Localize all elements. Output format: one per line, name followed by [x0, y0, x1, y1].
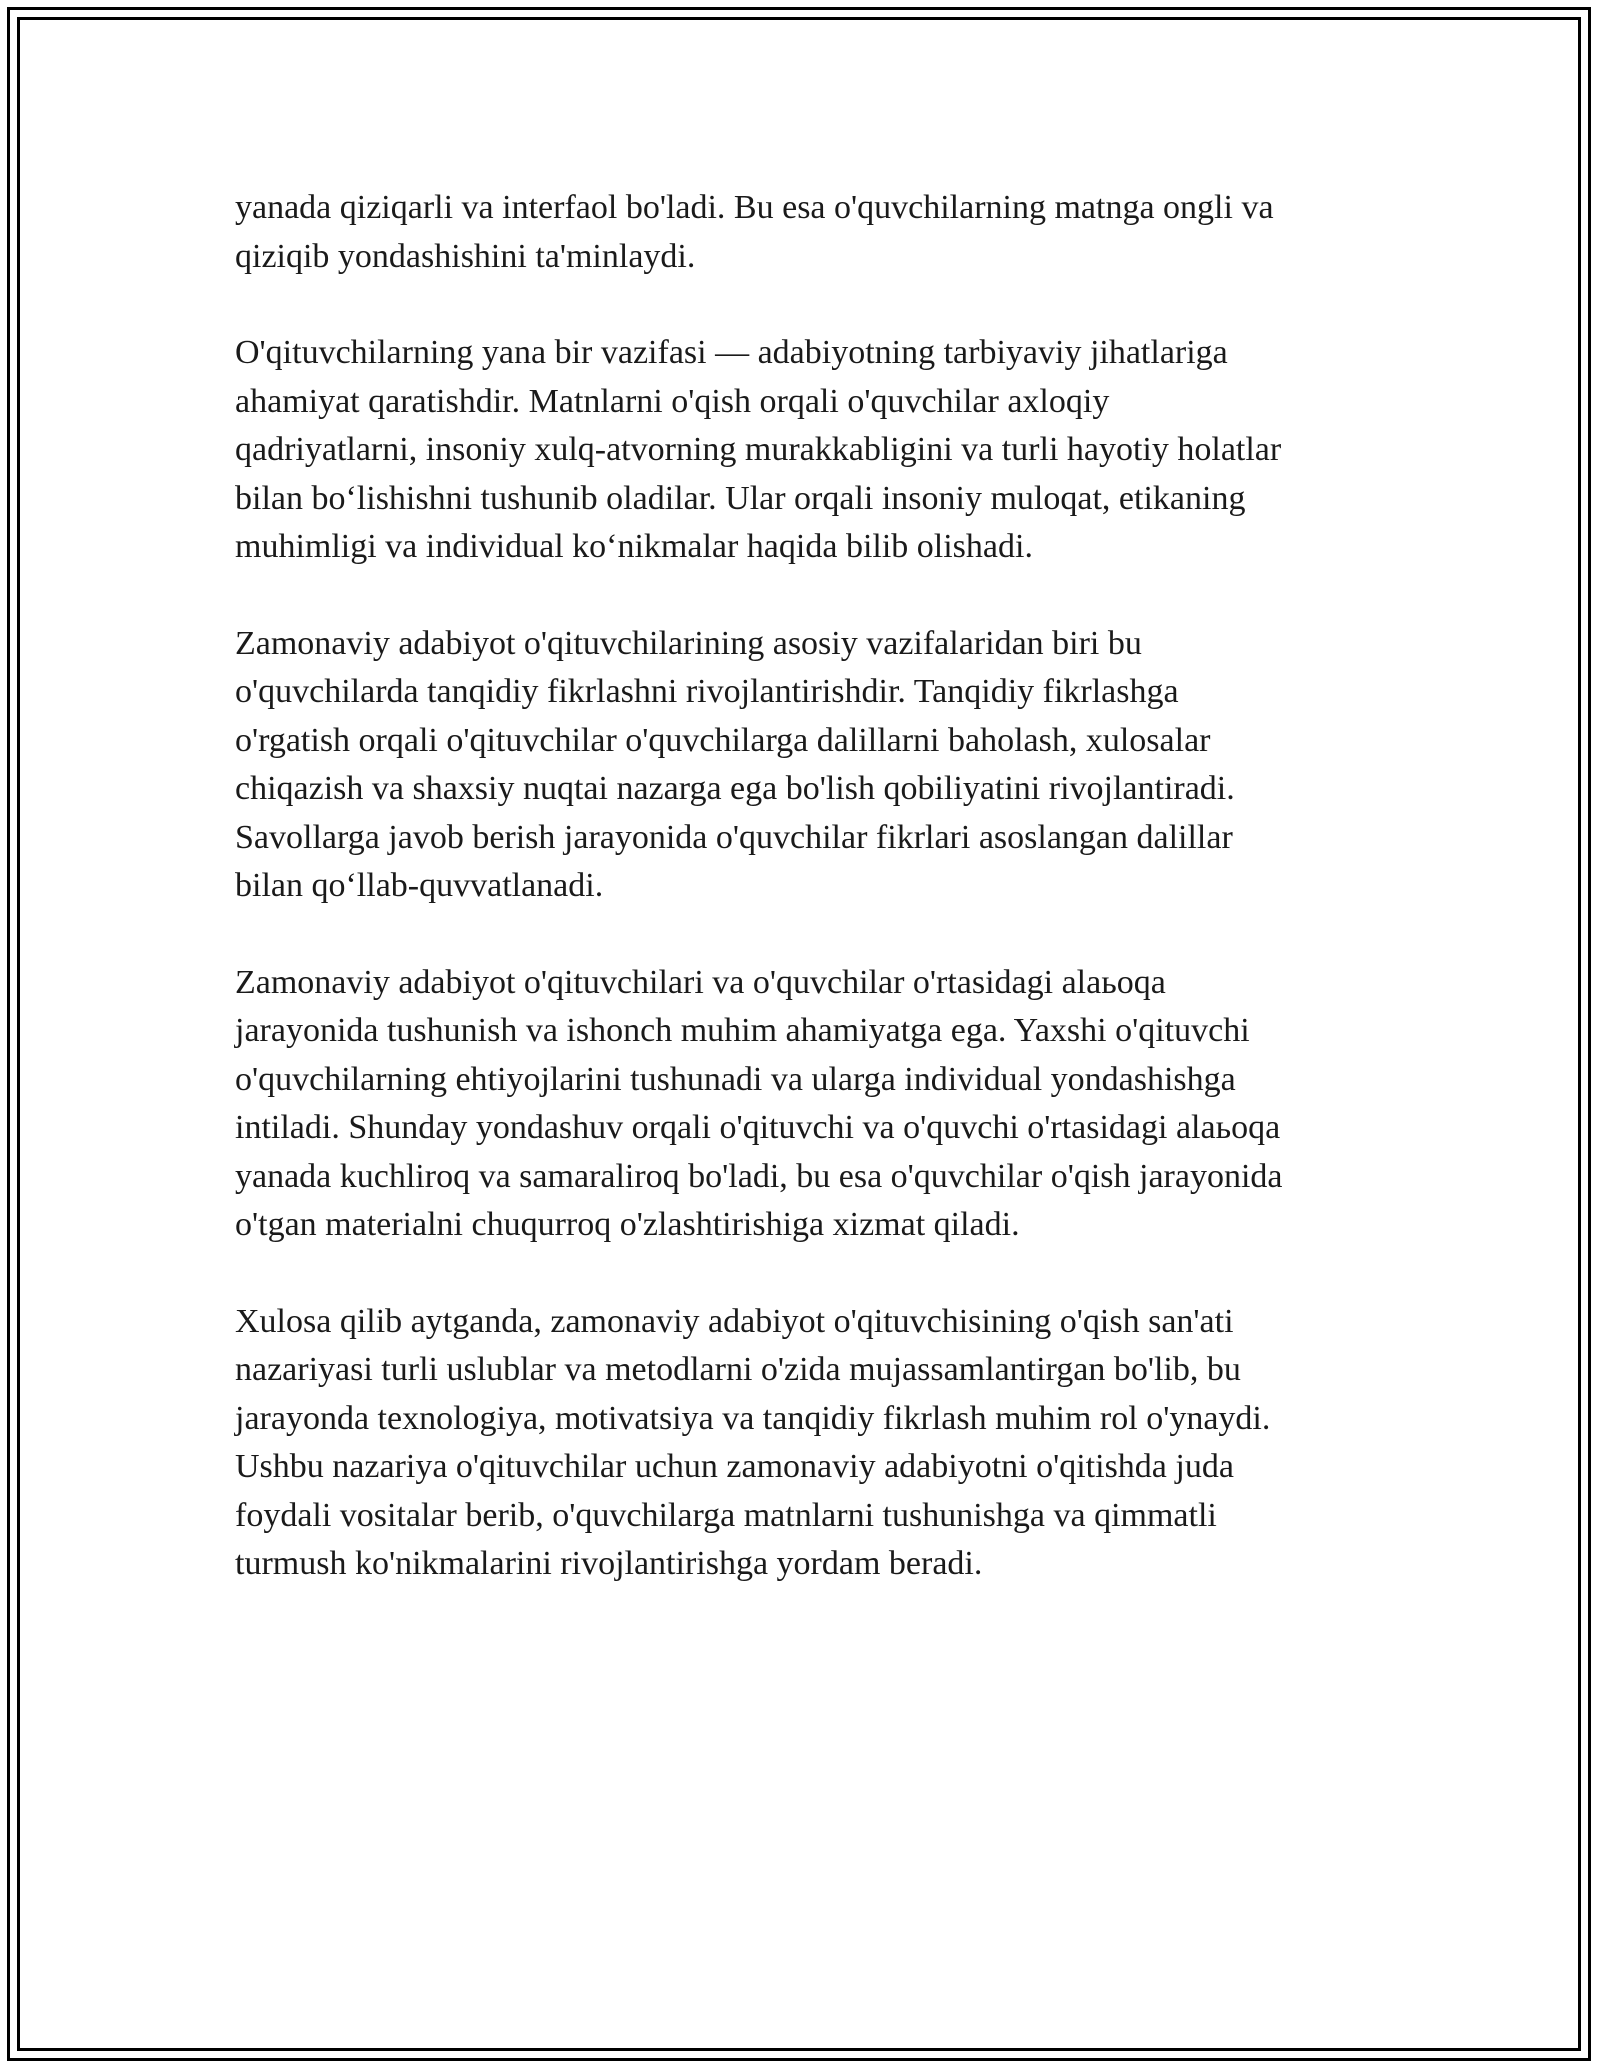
paragraph-2: O'qituvchilarning yana bir vazifasi — adabiyotning tarbiyaviy jihatlariga ahamiyat qaratishdir. Matnlarni o'qish orqali o'quvchilar axloqiy qadriyatlarni, insoniy xulq-atvorning murakkabligini va turli hayotiy holatlar bilan bo‘lishishni tushunib oladilar. Ular orqali insoniy muloqat, etikaning muhimligi va individual ko‘nikmalar haqida bilib olishadi. [235, 334, 1282, 565]
paragraph-5: Xulosa qilib aytganda, zamonaviy adabiyot o'qituvchisining o'qish san'ati nazariyasi turli uslublar va metodlarni o'zida mujassamlantirgan bo'lib, bu jarayonda texnologiya, motivatsiya va tanqidiy fikrlash muhim rol o'ynaydi. Ushbu nazariya o'qituvchilar uchun zamonaviy adabiyotni o'qitishda juda foydali vositalar berib, o'quvchilarga matnlarni tushunishga va qimmatli turmush ko'nikmalarini rivojlantirishga yordam beradi. [235, 1302, 1271, 1582]
paragraph-4: Zamonaviy adabiyot o'qituvchilari va o'quvchilar o'rtasidagi alaьoqa jarayonida tushunish va ishonch muhim ahamiyatga ega. Yaxshi o'qituvchi o'quvchilarning ehtiyojlarini tushunadi va ularga individual yondashishga intiladi. Shunday yondashuv orqali o'qituvchi va o'quvchi o'rtasidagi alaьoqa yanada kuchliroq va samaraliroq bo'ladi, bu esa o'quvchilar o'qish jarayonida o'tgan materialni chuqurroq o'zlashtirishiga xizmat qiladi. [235, 963, 1283, 1243]
document-body [235, 184, 1375, 1589]
paragraph-3: Zamonaviy adabiyot o'qituvchilarining asosiy vazifalaridan biri bu o'quvchilarda tanqidiy fikrlashni rivojlantirishdir. Tanqidiy fikrlashga o'rgatish orqali o'qituvchilar o'quvchilarga dalillarni baholash, xulosalar chiqazish va shaxsiy nuqtai nazarga ega bo'lish qobiliyatini rivojlantiradi. Savollarga javob berish jarayonida o'quvchilar fikrlari asoslangan dalillar bilan qo‘llab-quvvatlanadi. [235, 624, 1235, 904]
paragraph-1: yanada qiziqarli va interfaol bo'ladi. Bu esa o'quvchilarning matnga ongli va qiziqib yondashishini ta'minlaydi. [235, 189, 1274, 275]
